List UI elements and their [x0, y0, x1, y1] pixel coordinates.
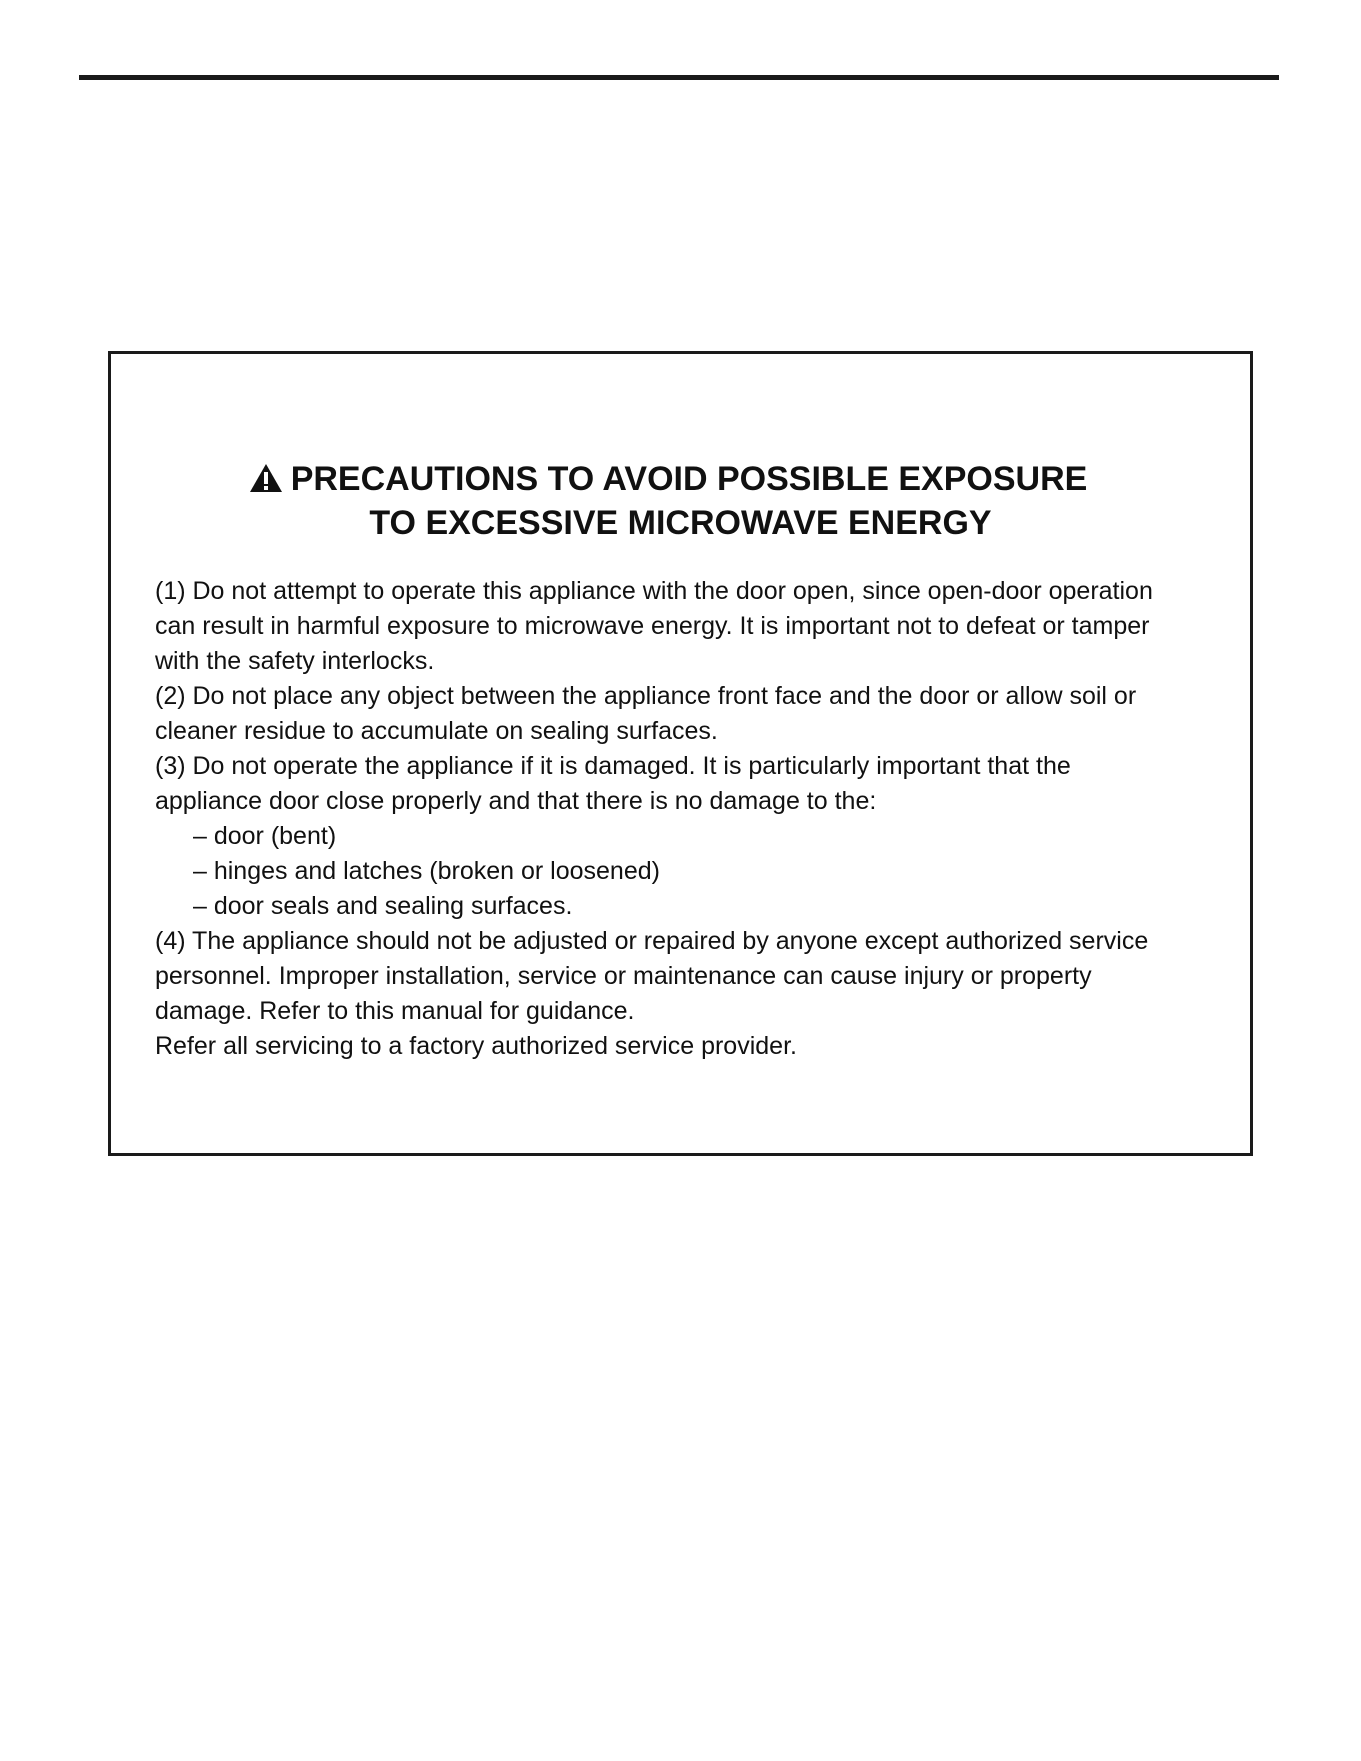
precautions-text [155, 574, 1235, 1064]
precaution-line: damage. Refer to this manual for guidance. [155, 997, 635, 1025]
heading-line-1: PRECAUTIONS TO AVOID POSSIBLE EXPOSURE [290, 460, 1088, 498]
top-rule-divider [79, 75, 1279, 80]
warning-triangle-icon [249, 463, 283, 493]
servicing-note: Refer all servicing to a factory authorized service provider. [155, 1032, 797, 1060]
precaution-line: cleaner residue to accumulate on sealing surfaces. [155, 717, 718, 745]
damage-list-item: – door (bent) [193, 822, 337, 850]
microwave-safety-warning-box [108, 351, 1253, 1156]
precaution-line: (3) Do not operate the appliance if it is damaged. It is particularly important that the [155, 752, 1071, 780]
precaution-line: with the safety interlocks. [155, 647, 435, 675]
precaution-line: (4) The appliance should not be adjusted or repaired by anyone except authorized service [155, 927, 1149, 955]
damage-list-item: – hinges and latches (broken or loosened) [193, 857, 660, 885]
precaution-line: can result in harmful exposure to microwave energy. It is important not to defeat or tamper [155, 612, 1150, 640]
precaution-line: personnel. Improper installation, service or maintenance can cause injury or property [155, 962, 1092, 990]
precaution-line: (2) Do not place any object between the appliance front face and the door or allow soil or [155, 682, 1137, 710]
damage-list-item: – door seals and sealing surfaces. [193, 892, 573, 920]
warning-heading [111, 457, 1250, 545]
precaution-line: (1) Do not attempt to operate this appliance with the door open, since open-door operation [155, 577, 1153, 605]
heading-line-2: TO EXCESSIVE MICROWAVE ENERGY [369, 504, 992, 542]
precaution-line: appliance door close properly and that there is no damage to the: [155, 787, 877, 815]
